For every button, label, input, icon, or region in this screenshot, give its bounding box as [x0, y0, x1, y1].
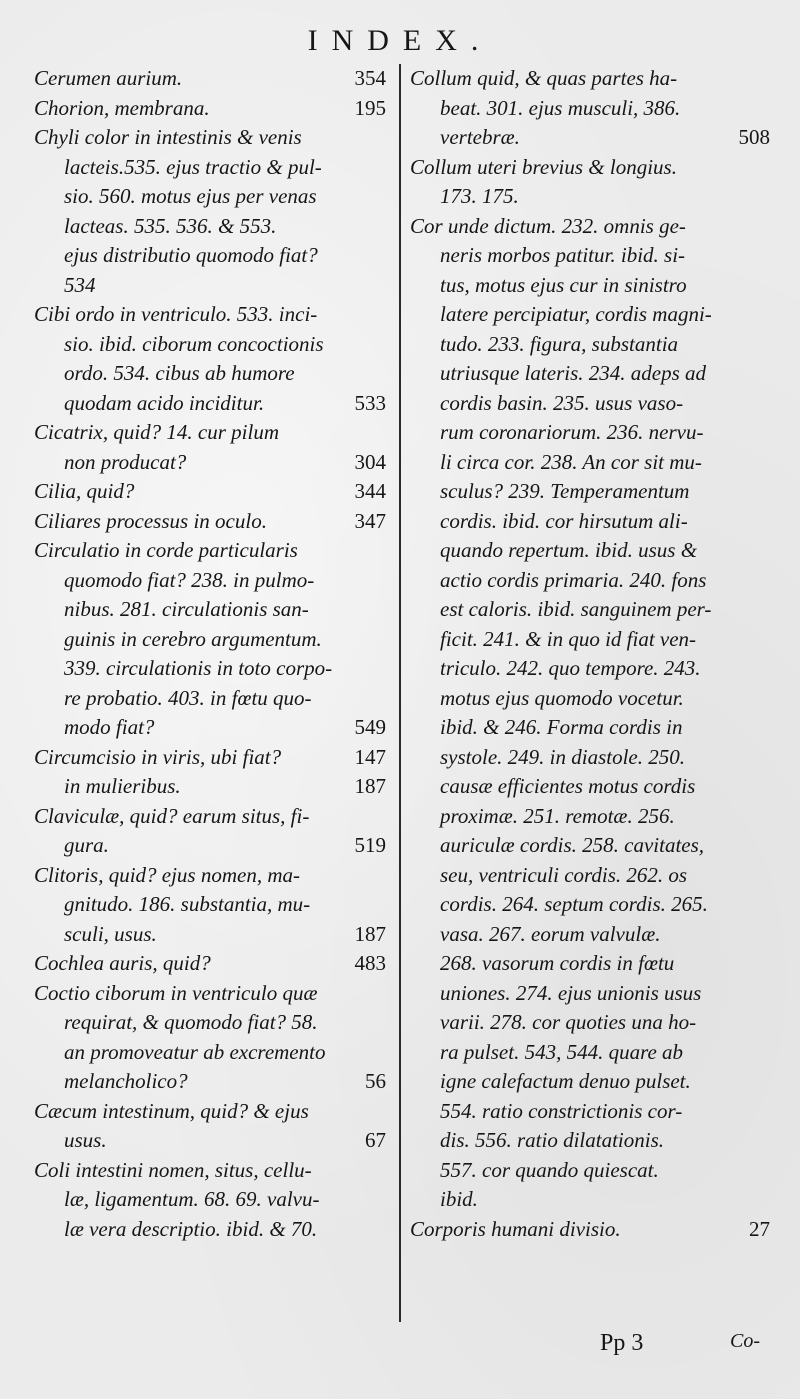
- entry-line: [410, 241, 770, 271]
- entry-text: rum coronariorum. 236. nervu-: [440, 420, 704, 444]
- entry-line: [410, 1185, 770, 1215]
- entry-line: [34, 625, 386, 655]
- index-entry: [34, 1156, 386, 1245]
- entry-text: 339. circulationis in toto corpo-: [64, 656, 333, 680]
- entry-line: [34, 1126, 386, 1156]
- entry-line: [410, 536, 770, 566]
- entry-text: utriusque lateris. 234. adeps ad: [440, 361, 706, 385]
- entry-text: Collum uteri brevius & longius.: [410, 154, 677, 179]
- entry-text: melancholico?: [64, 1069, 188, 1093]
- entry-text: cordis. 264. septum cordis. 265.: [440, 892, 708, 916]
- page-reference: 187: [354, 921, 386, 946]
- entry-line: [34, 566, 386, 596]
- page-reference: 533: [354, 390, 386, 415]
- page-reference: 187: [354, 774, 386, 798]
- entry-line: [34, 861, 386, 891]
- page-footer: [0, 1330, 800, 1370]
- index-entry: [410, 212, 770, 1215]
- entry-line: [410, 1008, 770, 1038]
- entry-text: Cæcum intestinum, quid? & ejus: [34, 1098, 309, 1123]
- entry-line: [34, 477, 386, 507]
- entry-line: [410, 418, 770, 448]
- entry-text: Cibi ordo in ventriculo. 533. inci-: [34, 302, 318, 326]
- entry-line: [34, 359, 386, 389]
- entry-text: guinis in cerebro argumentum.: [64, 626, 322, 651]
- entry-text: Coctio ciborum in ventriculo quæ: [34, 980, 318, 1005]
- index-entry: [34, 123, 386, 300]
- entry-text: triculo. 242. quo tempore. 243.: [440, 656, 701, 680]
- entry-text: læ vera descriptio. ibid. & 70.: [64, 1216, 318, 1241]
- entry-line: [34, 182, 386, 212]
- right-column: [410, 64, 770, 1244]
- entry-line: [410, 359, 770, 389]
- entry-line: [410, 713, 770, 743]
- entry-line: [410, 743, 770, 773]
- page-reference: 304: [354, 449, 386, 474]
- entry-line: [34, 507, 386, 537]
- entry-line: [410, 448, 770, 478]
- entry-text: cordis basin. 235. usus vaso-: [440, 390, 684, 415]
- signature-mark: Pp 3: [600, 1330, 644, 1356]
- entry-text: gura.: [64, 833, 109, 857]
- entry-line: [34, 949, 386, 979]
- entry-text: sculi, usus.: [64, 921, 157, 946]
- entry-line: [34, 1008, 386, 1038]
- index-entry: [34, 861, 386, 950]
- index-entry: [34, 507, 386, 537]
- entry-text: Cerumen aurium.: [34, 66, 183, 90]
- page-reference: 27: [749, 1216, 770, 1241]
- page-reference: 508: [738, 125, 770, 149]
- entry-line: [34, 684, 386, 714]
- entry-text: tus, motus ejus cur in sinistro: [440, 272, 687, 297]
- entry-text: in mulieribus.: [64, 774, 181, 798]
- entry-text: Claviculæ, quid? earum situs, fi-: [34, 803, 310, 828]
- entry-text: Cicatrix, quid? 14. cur pilum: [34, 420, 279, 444]
- entry-line: [34, 831, 386, 861]
- entry-line: [34, 271, 386, 301]
- entry-line: [410, 831, 770, 861]
- entry-line: [34, 920, 386, 950]
- entry-text: Chorion, membrana.: [34, 95, 210, 120]
- index-entry: [410, 1215, 770, 1245]
- entry-text: dis. 556. ratio dilatationis.: [440, 1128, 665, 1152]
- page-reference: 147: [354, 744, 386, 769]
- entry-line: [410, 330, 770, 360]
- entry-line: [410, 595, 770, 625]
- entry-text: ra pulset. 543, 544. quare ab: [440, 1039, 684, 1064]
- entry-text: Cor unde dictum. 232. omnis ge-: [410, 213, 686, 238]
- index-entry: [34, 418, 386, 477]
- index-entry: [34, 1097, 386, 1156]
- entry-text: Coli intestini nomen, situs, cellu-: [34, 1157, 312, 1182]
- entry-text: li circa cor. 238. An cor sit mu-: [440, 449, 702, 474]
- entry-line: [410, 182, 770, 212]
- entry-text: sculus? 239. Temperamentum: [440, 479, 690, 503]
- entry-text: sio. 560. motus ejus per venas: [64, 184, 317, 208]
- entry-line: [410, 94, 770, 124]
- entry-text: latere percipiatur, cordis magni-: [440, 302, 712, 326]
- entry-text: causæ efficientes motus cordis: [440, 774, 696, 798]
- entry-text: quodam acido inciditur.: [64, 390, 265, 415]
- entry-text: ibid.: [440, 1187, 478, 1211]
- entry-line: [410, 1038, 770, 1068]
- entry-line: [410, 1126, 770, 1156]
- entry-text: gnitudo. 186. substantia, mu-: [64, 892, 311, 916]
- entry-text: uniones. 274. ejus unionis usus: [440, 980, 702, 1005]
- entry-text: systole. 249. in diastole. 250.: [440, 744, 685, 769]
- entry-line: [34, 123, 386, 153]
- entry-text: 173. 175.: [440, 184, 519, 208]
- entry-text: 557. cor quando quiescat.: [440, 1157, 659, 1182]
- entry-text: sio. ibid. ciborum concoctionis: [64, 331, 324, 356]
- entry-text: nibus. 281. circulationis san-: [64, 597, 309, 621]
- column-divider: [399, 64, 401, 1322]
- entry-line: [34, 64, 386, 94]
- entry-line: [410, 153, 770, 183]
- entry-text: Circumcisio in viris, ubi fiat?: [34, 744, 282, 769]
- entry-text: re probatio. 403. in fœtu quo-: [64, 685, 312, 710]
- entry-text: læ, ligamentum. 68. 69. valvu-: [64, 1187, 320, 1211]
- index-entry: [34, 64, 386, 94]
- entry-line: [410, 890, 770, 920]
- entry-line: [34, 1185, 386, 1215]
- entry-text: seu, ventriculi cordis. 262. os: [440, 862, 688, 887]
- entry-line: [410, 861, 770, 891]
- entry-line: [410, 920, 770, 950]
- entry-line: [34, 212, 386, 242]
- entry-text: beat. 301. ejus musculi, 386.: [440, 95, 681, 120]
- entry-line: [410, 1215, 770, 1245]
- entry-text: neris morbos patitur. ibid. si-: [440, 243, 686, 267]
- entry-line: [34, 595, 386, 625]
- entry-line: [410, 123, 770, 153]
- entry-line: [34, 979, 386, 1009]
- page-reference: 549: [354, 715, 386, 739]
- entry-line: [34, 1097, 386, 1127]
- entry-text: ficit. 241. & in quo id fiat ven-: [440, 626, 697, 651]
- entry-line: [410, 300, 770, 330]
- entry-text: cordis. ibid. cor hirsutum ali-: [440, 508, 688, 533]
- page-reference: 347: [354, 508, 386, 533]
- entry-line: [34, 153, 386, 183]
- index-entry: [34, 300, 386, 418]
- entry-line: [34, 802, 386, 832]
- page-reference: 195: [354, 95, 386, 120]
- entry-text: 554. ratio constrictionis cor-: [440, 1098, 683, 1123]
- page-reference: 67: [365, 1128, 386, 1152]
- catchword: Co-: [730, 1330, 760, 1352]
- entry-text: Collum quid, & quas partes ha-: [410, 66, 678, 90]
- entry-line: [410, 949, 770, 979]
- entry-line: [410, 64, 770, 94]
- entry-text: Cochlea auris, quid?: [34, 951, 211, 975]
- entry-line: [34, 1038, 386, 1068]
- entry-text: varii. 278. cor quoties una ho-: [440, 1010, 697, 1034]
- entry-text: tudo. 233. figura, substantia: [440, 331, 679, 356]
- entry-line: [34, 330, 386, 360]
- entry-line: [410, 802, 770, 832]
- page-reference: 56: [365, 1069, 386, 1093]
- entry-text: usus.: [64, 1128, 107, 1152]
- entry-text: Cilia, quid?: [34, 479, 135, 503]
- entry-text: lacteis.535. ejus tractio & pul-: [64, 154, 322, 179]
- entry-text: lacteas. 535. 536. & 553.: [64, 213, 277, 238]
- entry-line: [410, 507, 770, 537]
- entry-line: [34, 536, 386, 566]
- index-entry: [34, 743, 386, 773]
- page-reference: 519: [354, 833, 386, 857]
- entry-text: auriculæ cordis. 258. cavitates,: [440, 833, 705, 857]
- entry-line: [410, 477, 770, 507]
- entry-text: Ciliares processus in oculo.: [34, 508, 267, 533]
- entry-line: [34, 448, 386, 478]
- entry-text: modo fiat?: [64, 715, 155, 739]
- entry-line: [34, 389, 386, 419]
- entry-line: [410, 979, 770, 1009]
- entry-line: [34, 241, 386, 271]
- page-reference: 483: [354, 951, 386, 975]
- index-entry: [410, 153, 770, 212]
- entry-line: [410, 566, 770, 596]
- entry-text: Chyli color in intestinis & venis: [34, 125, 302, 149]
- entry-line: [410, 271, 770, 301]
- entry-text: est caloris. ibid. sanguinem per-: [440, 597, 712, 621]
- entry-line: [410, 684, 770, 714]
- entry-line: [34, 890, 386, 920]
- entry-line: [410, 212, 770, 242]
- entry-line: [410, 1156, 770, 1186]
- index-entry: [34, 94, 386, 124]
- entry-line: [34, 1156, 386, 1186]
- left-column: [34, 64, 386, 1244]
- entry-text: ibid. & 246. Forma cordis in: [440, 715, 683, 739]
- entry-line: [34, 743, 386, 773]
- index-entry: [410, 64, 770, 153]
- entry-text: non producat?: [64, 449, 187, 474]
- entry-text: 268. vasorum cordis in fœtu: [440, 951, 675, 975]
- entry-line: [410, 772, 770, 802]
- entry-text: ordo. 534. cibus ab humore: [64, 361, 295, 385]
- entry-line: [34, 94, 386, 124]
- entry-line: [410, 654, 770, 684]
- entry-text: vasa. 267. eorum valvulæ.: [440, 921, 661, 946]
- index-entry: [34, 772, 386, 802]
- entry-line: [410, 625, 770, 655]
- page-header: INDEX.: [307, 24, 493, 57]
- index-entry: [34, 477, 386, 507]
- index-entry: [34, 949, 386, 979]
- entry-text: Circulatio in corde particularis: [34, 538, 298, 562]
- entry-line: [34, 1067, 386, 1097]
- entry-line: [34, 713, 386, 743]
- entry-line: [410, 1097, 770, 1127]
- entry-text: an promoveatur ab excremento: [64, 1039, 326, 1064]
- entry-text: motus ejus quomodo vocetur.: [440, 685, 684, 710]
- entry-text: igne calefactum denuo pulset.: [440, 1069, 691, 1093]
- entry-text: actio cordis primaria. 240. fons: [440, 567, 707, 592]
- entry-text: vertebræ.: [440, 125, 520, 149]
- entry-text: proximæ. 251. remotæ. 256.: [440, 803, 675, 828]
- entry-line: [410, 389, 770, 419]
- entry-text: Corporis humani divisio.: [410, 1216, 621, 1241]
- entry-line: [34, 418, 386, 448]
- entry-text: requirat, & quomodo fiat? 58.: [64, 1010, 318, 1034]
- page-reference: 354: [354, 66, 386, 90]
- index-entry: [34, 536, 386, 743]
- page-reference: 344: [354, 479, 386, 503]
- index-entry: [34, 802, 386, 861]
- entry-line: [34, 1215, 386, 1245]
- entry-text: quando repertum. ibid. usus &: [440, 538, 698, 562]
- index-entry: [34, 979, 386, 1097]
- entry-text: ejus distributio quomodo fiat?: [64, 243, 318, 267]
- entry-line: [34, 772, 386, 802]
- entry-text: 534: [64, 272, 96, 297]
- entry-line: [34, 300, 386, 330]
- entry-line: [410, 1067, 770, 1097]
- entry-text: quomodo fiat? 238. in pulmo-: [64, 567, 315, 592]
- entry-text: Clitoris, quid? ejus nomen, ma-: [34, 862, 300, 887]
- entry-line: [34, 654, 386, 684]
